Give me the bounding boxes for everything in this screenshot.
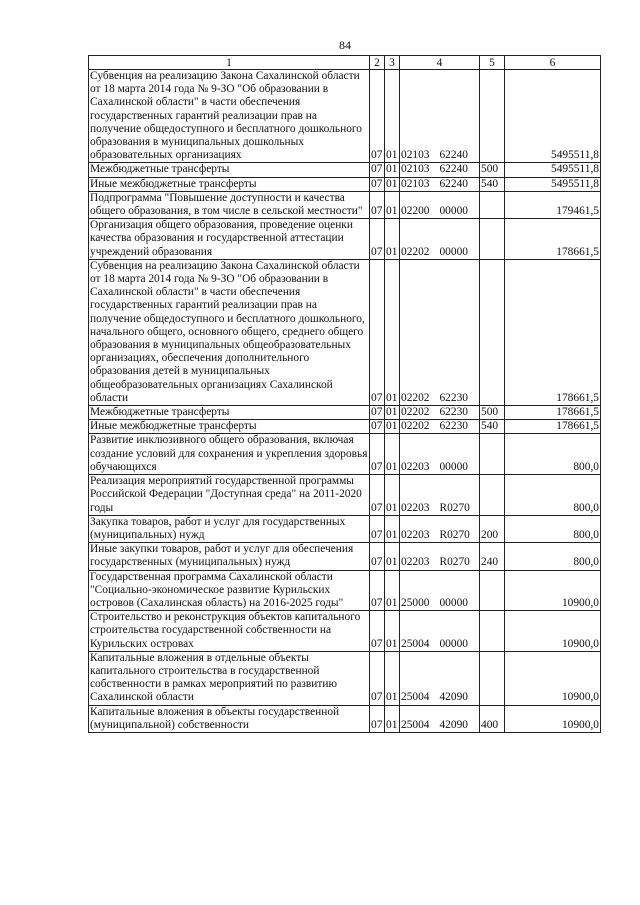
row-expense-type: 500 <box>480 163 505 177</box>
row-code-direction: R0270 <box>439 501 470 514</box>
header-col-4: 4 <box>400 56 480 70</box>
row-section: 07 <box>370 570 385 611</box>
row-code-program: 25004 <box>401 637 430 650</box>
row-section: 07 <box>370 515 385 542</box>
row-amount: 800,0 <box>505 434 601 475</box>
row-name: Строительство и реконструкция объектов капитального строительства государственной собственности на Курильских островах <box>89 611 370 652</box>
header-row <box>89 56 601 70</box>
row-expense-type: 540 <box>480 177 505 191</box>
table-row <box>89 705 601 732</box>
row-code-direction: 62230 <box>439 391 468 404</box>
row-amount: 178661,5 <box>505 259 601 405</box>
row-subsection: 01 <box>385 570 400 611</box>
table-row <box>89 570 601 611</box>
row-expense-type <box>480 219 505 260</box>
row-code-program: 02203 <box>401 528 430 541</box>
row-subsection: 01 <box>385 406 400 420</box>
row-amount: 10900,0 <box>505 570 601 611</box>
row-subsection: 01 <box>385 705 400 732</box>
row-code-direction: 62240 <box>439 163 468 176</box>
row-expense-type: 400 <box>480 705 505 732</box>
row-name: Капитальные вложения в объекты государственной (муниципальной) собственности <box>89 705 370 732</box>
row-code-program: 02202 <box>401 420 430 433</box>
table-row <box>89 420 601 434</box>
row-amount: 800,0 <box>505 543 601 570</box>
row-name: Субвенция на реализацию Закона Сахалинской области от 18 марта 2014 года № 9-ЗО "Об образовании в Сахалинской области" в части обеспечения государственных гарантий реализации прав на получение общедоступного и бесплатного дошкольного образования в муниципальных дошкольных образовательных организациях <box>89 70 370 163</box>
row-name: Организация общего образования, проведение оценки качества образования и государственной аттестации учреждений образования <box>89 219 370 260</box>
row-section: 07 <box>370 543 385 570</box>
row-subsection: 01 <box>385 420 400 434</box>
row-amount: 179461,5 <box>505 191 601 218</box>
row-name: Реализация мероприятий государственной программы Российской Федерации "Доступная среда" на 2011-2020 годы <box>89 475 370 516</box>
row-subsection: 01 <box>385 543 400 570</box>
row-name: Иные межбюджетные трансферты <box>89 420 370 434</box>
header-col-1: 1 <box>89 56 370 70</box>
row-code-program: 25000 <box>401 596 430 609</box>
row-target-code <box>400 177 480 191</box>
row-code-program: 02200 <box>401 205 430 218</box>
row-target-code <box>400 406 480 420</box>
header-col-6: 6 <box>505 56 601 70</box>
row-target-code <box>400 515 480 542</box>
row-section: 07 <box>370 705 385 732</box>
row-amount: 800,0 <box>505 515 601 542</box>
row-code-direction: 62230 <box>439 420 468 433</box>
row-code-program: 02103 <box>401 149 430 162</box>
row-code-direction: 00000 <box>439 205 468 218</box>
header-col-5: 5 <box>480 56 505 70</box>
row-code-direction: 42090 <box>439 718 468 731</box>
row-target-code <box>400 475 480 516</box>
row-subsection: 01 <box>385 70 400 163</box>
table-row <box>89 515 601 542</box>
row-expense-type: 240 <box>480 543 505 570</box>
row-name: Закупка товаров, работ и услуг для государственных (муниципальных) нужд <box>89 515 370 542</box>
row-subsection: 01 <box>385 191 400 218</box>
row-code-program: 02203 <box>401 501 430 514</box>
row-subsection: 01 <box>385 611 400 652</box>
row-code-program: 02202 <box>401 406 430 419</box>
row-amount: 5495511,8 <box>505 70 601 163</box>
table-row <box>89 651 601 705</box>
row-code-direction: 42090 <box>439 691 468 704</box>
row-code-program: 02202 <box>401 391 430 404</box>
row-target-code <box>400 543 480 570</box>
row-target-code <box>400 611 480 652</box>
row-expense-type <box>480 611 505 652</box>
table-row <box>89 259 601 405</box>
page-number: 84 <box>339 38 351 52</box>
row-expense-type <box>480 70 505 163</box>
row-expense-type <box>480 191 505 218</box>
row-code-direction: 00000 <box>439 245 468 258</box>
row-section: 07 <box>370 163 385 177</box>
row-name: Подпрограмма "Повышение доступности и качества общего образования, в том числе в сельской местности" <box>89 191 370 218</box>
row-code-direction: R0270 <box>439 556 470 569</box>
row-target-code <box>400 420 480 434</box>
table-row <box>89 434 601 475</box>
header-col-2: 2 <box>370 56 385 70</box>
row-section: 07 <box>370 70 385 163</box>
row-code-program: 02203 <box>401 556 430 569</box>
row-subsection: 01 <box>385 475 400 516</box>
row-section: 07 <box>370 191 385 218</box>
table-row <box>89 191 601 218</box>
row-expense-type <box>480 434 505 475</box>
row-expense-type <box>480 475 505 516</box>
row-subsection: 01 <box>385 651 400 705</box>
row-target-code <box>400 651 480 705</box>
table-row <box>89 406 601 420</box>
row-code-direction: 62240 <box>439 149 468 162</box>
row-code-program: 02203 <box>401 460 430 473</box>
table-row <box>89 543 601 570</box>
row-code-program: 02103 <box>401 177 430 190</box>
row-target-code <box>400 70 480 163</box>
row-section: 07 <box>370 651 385 705</box>
table-row <box>89 163 601 177</box>
row-name: Развитие инклюзивного общего образования, включая создание условий для сохранения и укрепления здоровья обучающихся <box>89 434 370 475</box>
row-section: 07 <box>370 475 385 516</box>
row-amount: 178661,5 <box>505 420 601 434</box>
row-target-code <box>400 219 480 260</box>
row-expense-type: 200 <box>480 515 505 542</box>
row-name: Субвенция на реализацию Закона Сахалинской области от 18 марта 2014 года № 9-ЗО "Об образовании в Сахалинской области" в части обеспечения государственных гарантий реализации прав на получение общедоступного и бесплатного дошкольного, начального общего, основного общего, среднего общего образования в муниципальных общеобразовательных организациях, обеспечения дополнительного образования детей в муниципальных общеобразовательных организациях Сахалинской области <box>89 259 370 405</box>
row-amount: 10900,0 <box>505 651 601 705</box>
row-code-direction: 00000 <box>439 596 468 609</box>
row-expense-type: 500 <box>480 406 505 420</box>
row-code-program: 02202 <box>401 245 430 258</box>
row-target-code <box>400 434 480 475</box>
row-name: Иные межбюджетные трансферты <box>89 177 370 191</box>
row-code-direction: R0270 <box>439 528 470 541</box>
row-section: 07 <box>370 611 385 652</box>
row-target-code <box>400 570 480 611</box>
row-code-direction: 62240 <box>439 177 468 190</box>
row-section: 07 <box>370 406 385 420</box>
table-row <box>89 70 601 163</box>
row-amount: 5495511,8 <box>505 177 601 191</box>
row-expense-type <box>480 570 505 611</box>
row-target-code <box>400 163 480 177</box>
row-target-code <box>400 259 480 405</box>
row-code-program: 25004 <box>401 718 430 731</box>
table-row <box>89 611 601 652</box>
row-subsection: 01 <box>385 177 400 191</box>
header-col-3: 3 <box>385 56 400 70</box>
row-name: Государственная программа Сахалинской области "Социально-экономическое развитие Курильских островов (Сахалинская область) на 2016-2025 годы" <box>89 570 370 611</box>
row-amount: 10900,0 <box>505 611 601 652</box>
row-name: Межбюджетные трансферты <box>89 406 370 420</box>
row-code-program: 25004 <box>401 691 430 704</box>
row-subsection: 01 <box>385 219 400 260</box>
row-amount: 178661,5 <box>505 406 601 420</box>
row-expense-type <box>480 651 505 705</box>
table-row <box>89 475 601 516</box>
row-section: 07 <box>370 434 385 475</box>
row-amount: 800,0 <box>505 475 601 516</box>
row-subsection: 01 <box>385 515 400 542</box>
row-name: Иные закупки товаров, работ и услуг для обеспечения государственных (муниципальных) нужд <box>89 543 370 570</box>
table-row <box>89 219 601 260</box>
row-expense-type: 540 <box>480 420 505 434</box>
row-target-code <box>400 705 480 732</box>
row-code-program: 02103 <box>401 163 430 176</box>
row-subsection: 01 <box>385 259 400 405</box>
row-expense-type <box>480 259 505 405</box>
row-section: 07 <box>370 177 385 191</box>
row-section: 07 <box>370 259 385 405</box>
row-amount: 10900,0 <box>505 705 601 732</box>
row-subsection: 01 <box>385 163 400 177</box>
row-code-direction: 00000 <box>439 460 468 473</box>
row-target-code <box>400 191 480 218</box>
row-amount: 178661,5 <box>505 219 601 260</box>
row-name: Межбюджетные трансферты <box>89 163 370 177</box>
row-subsection: 01 <box>385 434 400 475</box>
row-section: 07 <box>370 420 385 434</box>
row-code-direction: 00000 <box>439 637 468 650</box>
row-section: 07 <box>370 219 385 260</box>
table-row <box>89 177 601 191</box>
row-name: Капитальные вложения в отдельные объекты капитального строительства в государственной собственности в рамках мероприятий по развитию Сахалинской области <box>89 651 370 705</box>
row-code-direction: 62230 <box>439 406 468 419</box>
row-amount: 5495511,8 <box>505 163 601 177</box>
budget-table <box>88 55 601 733</box>
